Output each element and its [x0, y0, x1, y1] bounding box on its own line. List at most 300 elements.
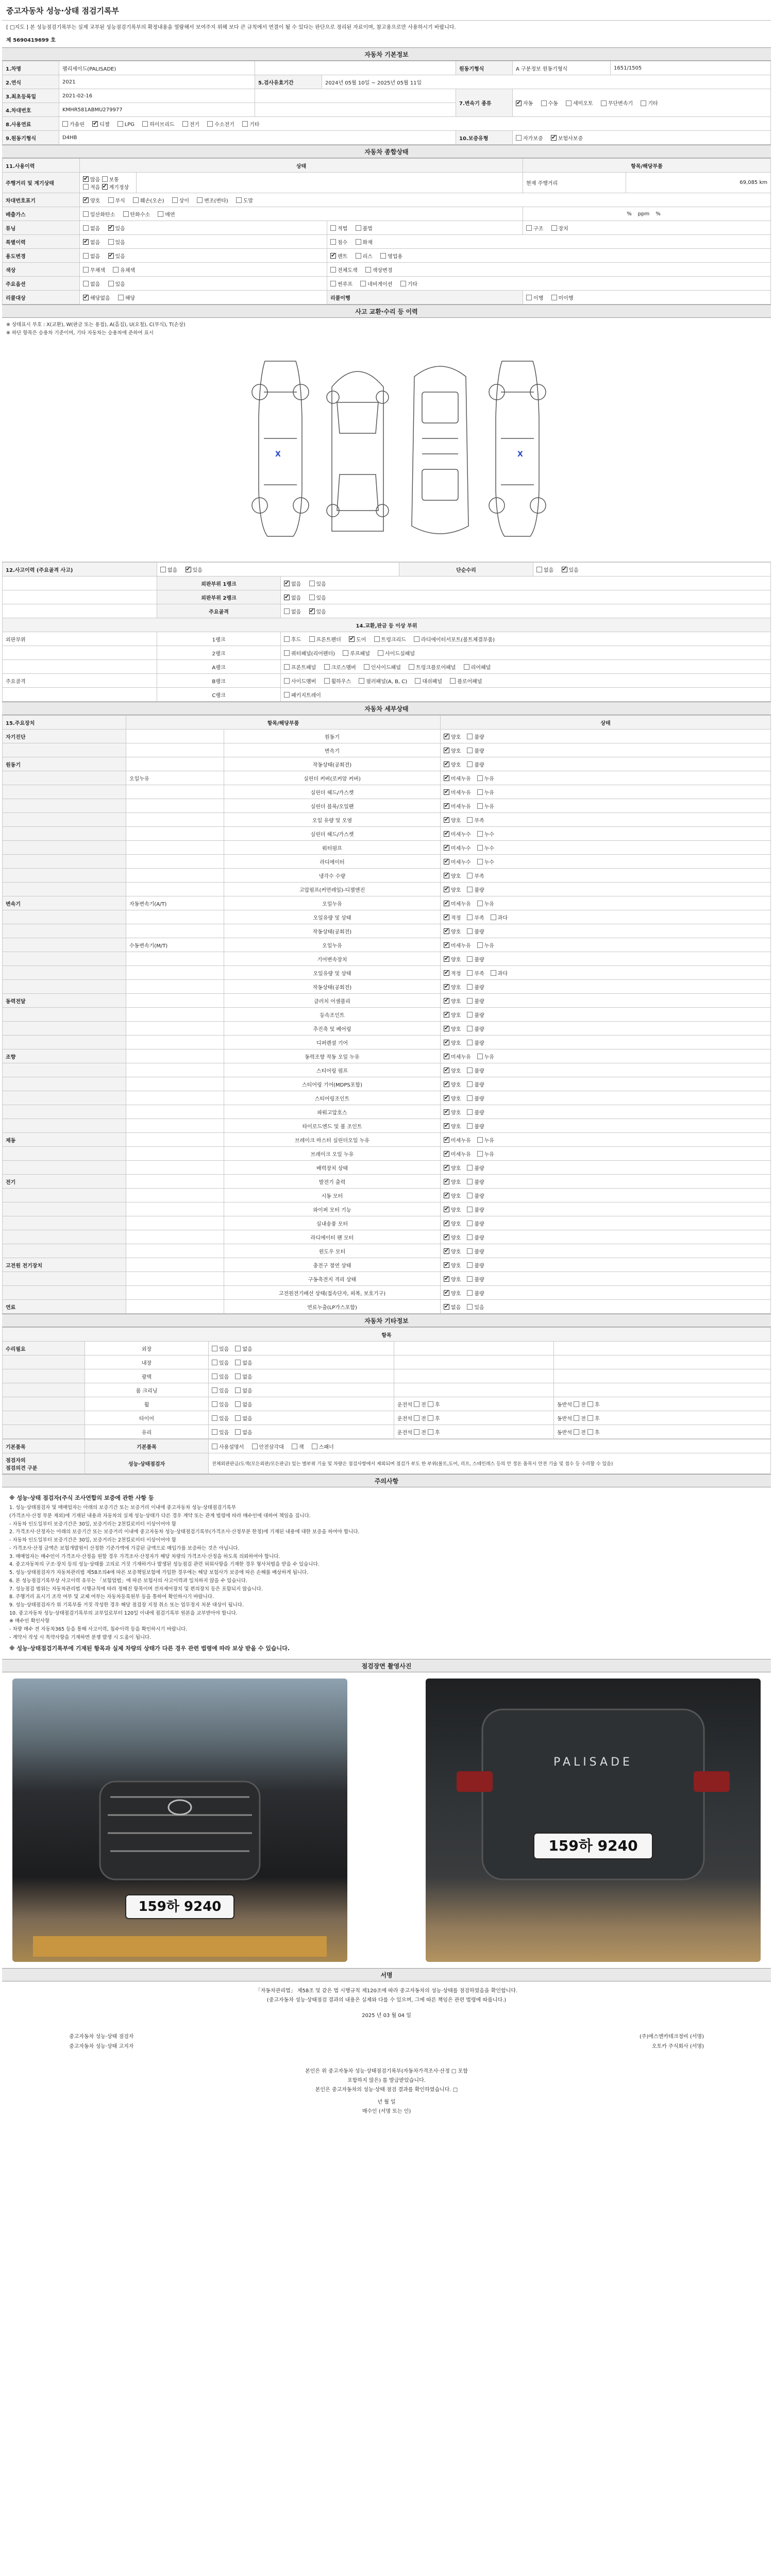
checkbox[interactable] [467, 928, 473, 934]
checkbox[interactable] [380, 253, 386, 259]
other-group [3, 1383, 85, 1397]
detail-item: 스티어링 펌프 [224, 1063, 441, 1077]
checkbox-checked[interactable] [444, 817, 449, 823]
detail-row [3, 1008, 771, 1022]
checkbox[interactable] [360, 281, 366, 286]
checkbox-checked[interactable] [83, 197, 89, 203]
checkbox[interactable] [365, 267, 371, 273]
checkbox-checked[interactable] [444, 831, 449, 837]
checkbox[interactable] [330, 267, 336, 273]
mileage-value: 69,085 km [626, 173, 771, 193]
checkbox[interactable] [235, 1360, 241, 1365]
checkbox[interactable] [108, 239, 114, 245]
checkbox[interactable] [212, 1346, 217, 1351]
detail-sub [126, 994, 224, 1008]
checkbox[interactable] [566, 100, 572, 106]
engine-type-value: A 구분정보 원동기형식 [513, 61, 611, 75]
rank1-label: 1랭크 [157, 632, 281, 646]
other-options: 있음 없음 [209, 1369, 394, 1383]
checkbox-checked[interactable] [444, 928, 449, 934]
checkbox-checked[interactable] [444, 1067, 449, 1073]
checkbox-checked[interactable] [551, 135, 557, 141]
detail-item: 작동상태(공회전) [224, 980, 441, 994]
checkbox[interactable] [182, 121, 188, 127]
car-outline-diagram [2, 341, 770, 547]
checkbox[interactable] [574, 1415, 579, 1421]
photos-row [2, 1672, 771, 1968]
checkbox[interactable] [467, 1165, 473, 1171]
checkbox[interactable] [467, 1109, 473, 1115]
checkbox-checked[interactable] [186, 567, 191, 572]
checkbox[interactable] [235, 1387, 241, 1393]
detail-sub [126, 1036, 224, 1049]
checkbox-checked[interactable] [92, 121, 98, 127]
checkbox[interactable] [284, 692, 290, 698]
detail-item: 시동 모터 [224, 1189, 441, 1202]
vin-marking-label: 차대번호표기 [3, 193, 80, 207]
checkbox-checked[interactable] [444, 845, 449, 851]
checkbox[interactable] [526, 295, 532, 300]
checkbox-checked[interactable] [444, 734, 449, 739]
damage-mark: X [517, 450, 523, 459]
detail-sub [126, 1189, 224, 1202]
checkbox[interactable] [284, 608, 290, 614]
detail-item: 실린더 커버(로커암 커버) [224, 771, 441, 785]
checkbox[interactable] [467, 1179, 473, 1184]
checkbox[interactable] [467, 984, 473, 990]
checkbox[interactable] [207, 121, 213, 127]
checkbox-checked[interactable] [349, 636, 355, 642]
detail-table [2, 715, 771, 1314]
checkbox-checked[interactable] [444, 1040, 449, 1045]
checkbox-checked[interactable] [444, 1095, 449, 1101]
checkbox[interactable] [467, 1207, 473, 1212]
checkbox[interactable] [477, 1151, 483, 1157]
checkbox[interactable] [467, 1123, 473, 1129]
checkbox-checked[interactable] [444, 1179, 449, 1184]
checkbox-checked[interactable] [444, 859, 449, 865]
checkbox[interactable] [197, 197, 203, 203]
overall-head-3: 항목/해당부품 [523, 159, 771, 173]
checkbox[interactable] [83, 253, 89, 259]
checkbox-checked[interactable] [444, 942, 449, 948]
checkbox[interactable] [235, 1429, 241, 1435]
checkbox[interactable] [284, 636, 290, 642]
checkbox[interactable] [467, 1067, 473, 1073]
checkbox[interactable] [102, 176, 108, 182]
checkbox-checked[interactable] [444, 775, 449, 781]
checkbox[interactable] [601, 100, 607, 106]
checkbox-checked[interactable] [108, 253, 114, 259]
checkbox-checked[interactable] [444, 789, 449, 795]
detail-item: 오일누유 [224, 938, 441, 952]
checkbox[interactable] [212, 1415, 217, 1421]
detail-status: ✔ 양호 불량 [441, 1063, 771, 1077]
checkbox[interactable] [356, 239, 361, 245]
checkbox-checked[interactable] [309, 608, 315, 614]
checkbox[interactable] [467, 887, 473, 892]
detail-sub: 자동변속기(A/T) [126, 896, 224, 910]
checkbox[interactable] [284, 678, 290, 684]
checkbox-checked[interactable] [444, 1248, 449, 1254]
checkbox-checked[interactable] [516, 100, 522, 106]
other-options: 있음 없음 [209, 1355, 394, 1369]
tuning-options: 없음 ✔ 있음 [80, 221, 327, 235]
detail-status: ✔ 양호 불량 [441, 883, 771, 896]
checkbox[interactable] [108, 197, 114, 203]
checkbox[interactable] [158, 211, 163, 217]
checkbox[interactable] [467, 734, 473, 739]
detail-group [3, 910, 126, 924]
checkbox[interactable] [409, 664, 414, 670]
checkbox[interactable] [324, 678, 330, 684]
checkbox[interactable] [477, 831, 483, 837]
note-line: (가격조사·산정 부분 제외)에 기재된 내용과 자동차의 실제 성능·상태가 다른 경우 계약 또는 관계 법령에 따라 매수인에 대하여 책임을 집니다. [9, 1513, 311, 1519]
checkbox-checked[interactable] [444, 1054, 449, 1059]
checkbox[interactable] [587, 1429, 593, 1435]
checkbox[interactable] [477, 775, 483, 781]
checkbox-checked[interactable] [444, 873, 449, 878]
detail-sub [126, 1105, 224, 1119]
checkbox[interactable] [467, 761, 473, 767]
checkbox-checked[interactable] [284, 595, 290, 600]
checkbox-checked[interactable] [444, 803, 449, 809]
car-name-label: 1.차명 [3, 61, 59, 75]
checkbox[interactable] [428, 1415, 433, 1421]
checkbox[interactable] [467, 1262, 473, 1268]
checkbox[interactable] [574, 1429, 579, 1435]
checkbox-checked[interactable] [444, 1207, 449, 1212]
detail-item: 원동기 [224, 730, 441, 743]
checkbox-checked[interactable] [444, 1221, 449, 1226]
mileage-label: 주행거리 및 계기상태 [3, 173, 80, 193]
checkbox[interactable] [477, 1054, 483, 1059]
document-number: 제 5690419699 호 [6, 38, 56, 43]
checkbox[interactable] [330, 281, 336, 286]
checkbox[interactable] [324, 664, 330, 670]
checkbox[interactable] [428, 1401, 433, 1407]
detail-status: ✔ 양호 부족 [441, 813, 771, 827]
checkbox[interactable] [123, 211, 129, 217]
checkbox[interactable] [356, 225, 361, 231]
detail-row [3, 869, 771, 883]
sign-statement: 「자동차관리법」 제58조 및 같은 법 시행규칙 제120조에 따라 중고자동차의 성능·상태를 점검하였음을 확인합니다. [255, 1988, 518, 1994]
other-row [3, 1383, 771, 1397]
detail-group: 변속기 [3, 896, 126, 910]
checkbox[interactable] [62, 121, 68, 127]
detail-item: 실린더 헤드/가스켓 [224, 827, 441, 841]
checkbox-checked[interactable] [83, 176, 89, 182]
detail-item: 브레이크 오일 누유 [224, 1147, 441, 1161]
checkbox[interactable] [526, 225, 532, 231]
checkbox[interactable] [252, 1444, 258, 1449]
detail-status: ✔ 미세누유 누유 [441, 938, 771, 952]
checkbox[interactable] [467, 1221, 473, 1226]
checkbox[interactable] [467, 1234, 473, 1240]
checkbox-checked[interactable] [444, 970, 449, 976]
checkbox[interactable] [330, 225, 336, 231]
checkbox[interactable] [212, 1429, 217, 1435]
checkbox[interactable] [118, 295, 124, 300]
detail-item: 오일누유 [224, 896, 441, 910]
checkbox[interactable] [108, 281, 114, 286]
detail-group [3, 813, 126, 827]
checkbox-checked[interactable] [330, 253, 336, 259]
checkbox[interactable] [312, 1444, 317, 1449]
checkbox[interactable] [235, 1374, 241, 1379]
checkbox[interactable] [236, 197, 242, 203]
checkbox[interactable] [467, 914, 473, 920]
note-line: 9. 성능·상태점검자가 위 기록부를 거짓 작성한 경우 해당 점검장 지정 취소 또는 업무정지 처분 대상이 됩니다. [9, 1602, 244, 1608]
detail-row [3, 1230, 771, 1244]
detail-status: ✔ 양호 불량 [441, 743, 771, 757]
checkbox[interactable] [464, 664, 469, 670]
fuel-label: 8.사용연료 [3, 117, 59, 131]
car-rear-icon [426, 1679, 761, 1962]
checkbox[interactable] [133, 197, 139, 203]
checkbox[interactable] [641, 100, 646, 106]
checkbox[interactable] [551, 225, 557, 231]
checkbox[interactable] [113, 267, 119, 273]
detail-sub [126, 827, 224, 841]
checkbox-checked[interactable] [444, 1026, 449, 1031]
detail-row [3, 1272, 771, 1286]
checkbox[interactable] [467, 1012, 473, 1018]
checkbox-checked[interactable] [444, 1081, 449, 1087]
checkbox[interactable] [284, 664, 290, 670]
checkbox[interactable] [414, 1401, 419, 1407]
checkbox[interactable] [309, 636, 315, 642]
checkbox-checked[interactable] [444, 1123, 449, 1129]
other-side-left: 운전석 전 후 [394, 1397, 554, 1411]
checkbox[interactable] [212, 1360, 217, 1365]
detail-group: 조향 [3, 1049, 126, 1063]
checkbox-checked[interactable] [102, 184, 108, 190]
detail-group [3, 869, 126, 883]
sign-statement-2: (중고자동차 성능·상태점검 결과의 내용은 실제와 다를 수 있으며, 그에 따른 책임은 관련 법령에 따릅니다.) [266, 1997, 507, 2003]
checkbox[interactable] [212, 1374, 217, 1379]
checkbox[interactable] [212, 1444, 217, 1449]
special-history-label: 특별이력 [3, 235, 80, 249]
detail-status: ✔ 양호 불량 [441, 1175, 771, 1189]
detail-group [3, 1161, 126, 1175]
checkbox-checked[interactable] [444, 1193, 449, 1198]
checkbox[interactable] [467, 1276, 473, 1282]
note-line: 2. 가격조사·산정자는 아래의 보증기간 또는 보증거리 이내에 중고자동차 성능·상태점검기록부(가격조사·산정부분 한정)에 기재된 내용에 대한 보증을 하여야 합니다. [9, 1529, 360, 1535]
detail-row [3, 910, 771, 924]
detail-sub [126, 855, 224, 869]
detail-row [3, 1244, 771, 1258]
detail-sub [126, 1077, 224, 1091]
detail-row [3, 952, 771, 966]
checkbox[interactable] [467, 1040, 473, 1045]
checkbox[interactable] [400, 281, 406, 286]
checkbox[interactable] [467, 1193, 473, 1198]
checkbox-checked[interactable] [444, 984, 449, 990]
mileage-options: ✔많음 보통 적음 ✔ 계기정상 [80, 173, 137, 193]
checkbox[interactable] [415, 678, 421, 684]
checkbox[interactable] [83, 281, 89, 286]
checkbox-checked[interactable] [108, 225, 114, 231]
checkbox[interactable] [541, 100, 547, 106]
checkbox[interactable] [467, 873, 473, 878]
checkbox[interactable] [450, 678, 456, 684]
checkbox[interactable] [467, 1081, 473, 1087]
detail-row [3, 730, 771, 743]
detail-sub [126, 1230, 224, 1244]
checkbox[interactable] [477, 859, 483, 865]
checkbox[interactable] [378, 650, 383, 656]
checkbox[interactable] [292, 1444, 297, 1449]
checkbox[interactable] [467, 1304, 473, 1310]
rank1-items: 후드 프론트펜더 ✔ 도어 트렁크리드 라디에이터서포트(볼트체결부품) [281, 632, 771, 646]
checkbox[interactable] [235, 1346, 241, 1351]
note-line: 5. 성능·상태점검자가 자동차관리법 제58조의4에 따른 보증책임보험에 가입한 경우에는 해당 보험사가 보증에 따른 손해를 배상하게 됩니다. [9, 1570, 309, 1576]
checkbox-checked[interactable] [444, 1304, 449, 1310]
detail-status: ✔ 양호 불량 [441, 1119, 771, 1133]
checkbox[interactable] [414, 636, 419, 642]
checkbox[interactable] [467, 956, 473, 962]
tuning-legal-options: 적법 불법 [327, 221, 523, 235]
warranty-label: 10.보증유형 [456, 131, 513, 145]
checkbox[interactable] [330, 239, 336, 245]
checkbox[interactable] [364, 664, 369, 670]
checkbox[interactable] [414, 1429, 419, 1435]
checkbox[interactable] [374, 636, 380, 642]
use-change-type-options: ✔ 렌트 리스 영업용 [327, 249, 771, 263]
checkbox[interactable] [309, 581, 315, 586]
checkbox-checked[interactable] [83, 295, 89, 300]
detail-item: 충전구 절연 상태 [224, 1258, 441, 1272]
checkbox[interactable] [356, 253, 361, 259]
checkbox[interactable] [235, 1401, 241, 1407]
checkbox[interactable] [467, 748, 473, 753]
checkbox[interactable] [83, 211, 89, 217]
checkbox[interactable] [491, 970, 496, 976]
rankA-label: A랭크 [157, 660, 281, 674]
checkbox[interactable] [587, 1415, 593, 1421]
section-notes-title: 주의사항 [2, 1474, 771, 1487]
checkbox-checked[interactable] [284, 581, 290, 586]
simple-repair-label: 단순수리 [399, 563, 533, 577]
checkbox-checked[interactable] [444, 1234, 449, 1240]
checkbox-checked[interactable] [444, 901, 449, 906]
checkbox[interactable] [172, 197, 178, 203]
checkbox[interactable] [574, 1401, 579, 1407]
checkbox[interactable] [160, 567, 166, 572]
checkbox-checked[interactable] [83, 239, 89, 245]
detail-row [3, 1202, 771, 1216]
checkbox-checked[interactable] [444, 1165, 449, 1171]
checkbox-checked[interactable] [444, 956, 449, 962]
detail-status: ✔ 적정 부족 과다 [441, 966, 771, 980]
detail-row [3, 1161, 771, 1175]
checkbox[interactable] [117, 121, 123, 127]
detail-group [3, 980, 126, 994]
checkbox[interactable] [467, 970, 473, 976]
checkbox-checked[interactable] [444, 1151, 449, 1157]
checkbox[interactable] [477, 845, 483, 851]
checkbox[interactable] [284, 650, 290, 656]
recall-done-options: 이행 미이행 [523, 291, 771, 304]
checkbox-checked[interactable] [444, 1109, 449, 1115]
checkbox-checked[interactable] [444, 1262, 449, 1268]
checkbox[interactable] [212, 1401, 217, 1407]
detail-group [3, 1244, 126, 1258]
detail-item: 클러치 어셈블리 [224, 994, 441, 1008]
checkbox[interactable] [467, 817, 473, 823]
other-item: 휠 [85, 1397, 209, 1411]
checkbox-checked[interactable] [444, 748, 449, 753]
checkbox-checked[interactable] [444, 1012, 449, 1018]
checkbox[interactable] [536, 567, 542, 572]
detail-group [3, 799, 126, 813]
checkbox-checked[interactable] [444, 998, 449, 1004]
outer1-options: ✔ 없음 있음 [281, 577, 771, 590]
detail-row [3, 771, 771, 785]
detail-status: ✔ 미세누유 누유 [441, 771, 771, 785]
checkbox[interactable] [142, 121, 148, 127]
checkbox[interactable] [467, 998, 473, 1004]
checkbox[interactable] [83, 267, 89, 273]
checkbox[interactable] [477, 789, 483, 795]
checkbox[interactable] [414, 1415, 419, 1421]
outer2-options: ✔ 없음 있음 [281, 590, 771, 604]
detail-group: 원동기 [3, 757, 126, 771]
checkbox[interactable] [587, 1401, 593, 1407]
checkbox[interactable] [467, 1290, 473, 1296]
checkbox-checked[interactable] [444, 1137, 449, 1143]
checkbox[interactable] [467, 1026, 473, 1031]
detail-group: 고전원 전기장치 [3, 1258, 126, 1272]
checkbox[interactable] [477, 901, 483, 906]
detail-item: 윈도우 모터 [224, 1244, 441, 1258]
checkbox[interactable] [359, 678, 364, 684]
checkbox[interactable] [477, 803, 483, 809]
checkbox-checked[interactable] [444, 761, 449, 767]
checkbox[interactable] [83, 225, 89, 231]
checkbox[interactable] [467, 1095, 473, 1101]
other-group [3, 1411, 85, 1425]
detail-sub [126, 910, 224, 924]
checkbox[interactable] [83, 184, 89, 190]
checkbox[interactable] [309, 595, 315, 600]
checkbox-checked[interactable] [444, 1290, 449, 1296]
checkbox-checked[interactable] [444, 914, 449, 920]
checkbox[interactable] [551, 295, 557, 300]
detail-status: ✔ 미세누유 누유 [441, 1133, 771, 1147]
checkbox-checked[interactable] [444, 1276, 449, 1282]
checkbox[interactable] [428, 1429, 433, 1435]
checkbox[interactable] [212, 1387, 217, 1393]
checkbox-checked[interactable] [562, 567, 567, 572]
checkbox[interactable] [516, 135, 522, 141]
checkbox[interactable] [467, 1248, 473, 1254]
checkbox[interactable] [491, 914, 496, 920]
detail-sub [126, 1147, 224, 1161]
vin-marking-options: ✔ 양호 부식 훼손(오손) 상이 변조(변타) 도말 [80, 193, 771, 207]
checkbox[interactable] [477, 942, 483, 948]
section-detail-title: 자동차 세부상태 [2, 702, 771, 715]
checkbox[interactable] [343, 650, 348, 656]
checkbox[interactable] [477, 1137, 483, 1143]
rear-brand: PALISADE [553, 1755, 633, 1769]
detail-sub [126, 1175, 224, 1189]
checkbox[interactable] [235, 1415, 241, 1421]
checkbox-checked[interactable] [444, 887, 449, 892]
checkbox[interactable] [242, 121, 248, 127]
special-history-type-options: 침수 화재 [327, 235, 771, 249]
